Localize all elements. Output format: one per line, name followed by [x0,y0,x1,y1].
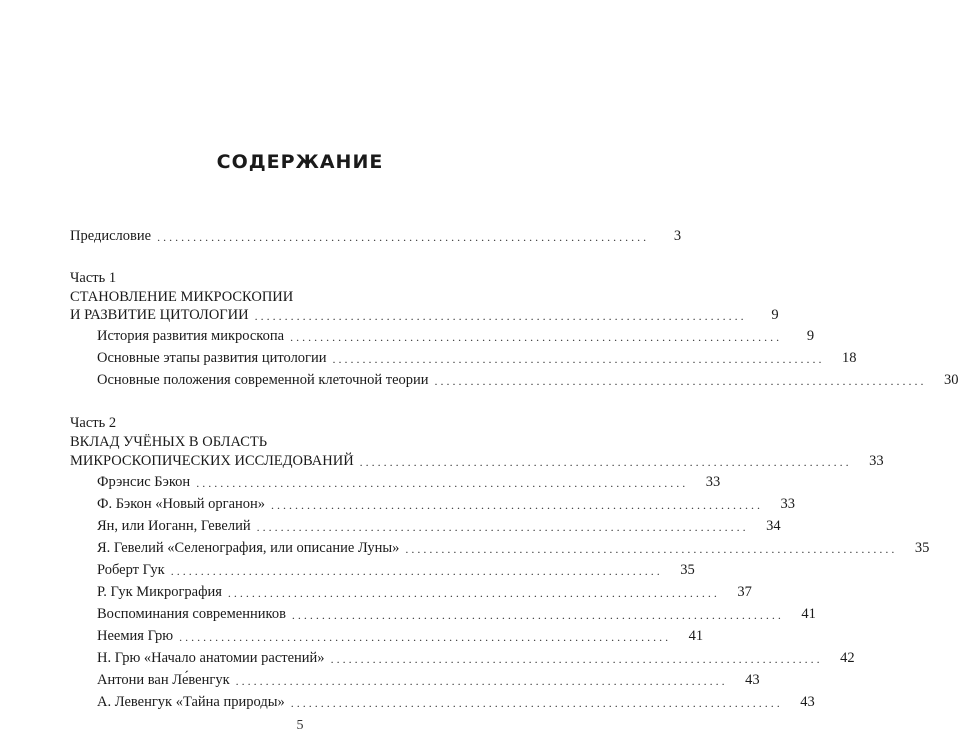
toc-entry-text: Н. Грю «Начало анатомии растений» [97,650,325,666]
toc-entry-text: Я. Гевелий «Селенография, или описание Луны» [97,540,400,556]
toc-entry-text: История развития микроскопа [97,328,285,344]
leader-dots: .................................................................................. [227,586,720,600]
toc-entry-page: 41 [688,628,704,644]
toc-entry-page: 37 [737,584,752,600]
toc-entry[interactable] [97,370,959,390]
toc-entry-page: 30 [944,372,959,388]
toc-entry[interactable] [97,648,855,668]
toc-entry-text: Роберт Гук [97,562,165,578]
toc-entry[interactable] [97,604,816,624]
toc-entry[interactable] [97,538,930,558]
leader-dots: .................................................................................. [291,608,784,622]
leader-dots: .................................................................................. [290,696,783,710]
toc-entry-page: 35 [914,540,930,556]
toc-entry[interactable] [97,326,815,346]
leader-dots: .................................................................................. [235,674,728,688]
leader-dots: .................................................................................. [254,309,747,323]
toc-entry-text: Основные положения современной клеточной теории [97,372,429,388]
leader-dots: .................................................................................. [271,498,764,512]
toc-entry-text: Ян, или Иоганн, Гевелий [97,518,251,534]
toc-entry-page: 33 [780,496,796,512]
toc-entry-page: 42 [840,650,855,666]
toc-entry-page: 43 [800,694,815,710]
toc-entry-page: 9 [806,328,815,344]
toc-entry-page: 34 [766,518,781,534]
toc-entry[interactable] [97,670,760,690]
part-heading: ВКЛАД УЧЁНЫХ В ОБЛАСТЬ [70,434,268,450]
toc-entry-text: Ф. Бэкон «Новый органон» [97,496,266,512]
leader-dots: .................................................................................. [332,352,825,366]
toc-entry-text: Р. Гук Микрография [97,584,222,600]
leader-dots: .................................................................................. [196,476,689,490]
toc-entry-page: 3 [673,228,682,244]
leader-dots: .................................................................................. [256,520,749,534]
part-heading-text: И РАЗВИТИЕ ЦИТОЛОГИИ [70,307,249,323]
toc-entry[interactable] [97,560,695,580]
part-label: Часть 2 [70,415,117,431]
leader-dots: .................................................................................. [157,230,650,244]
toc-entry-preface[interactable] [70,226,682,246]
toc-entry-page: 35 [680,562,695,578]
leader-dots: .................................................................................. [434,374,927,388]
toc-entry-text: Предисловие [70,228,152,244]
toc-entry[interactable] [97,348,857,368]
toc-entry[interactable] [97,472,721,492]
toc-entry-page: 18 [842,350,857,366]
toc-entry-page: 9 [771,307,779,323]
page-number: 5 [296,718,304,733]
leader-dots: .................................................................................. [405,542,898,556]
part-heading: СТАНОВЛЕНИЕ МИКРОСКОПИИ [70,289,294,305]
toc-entry-text: Антони ван Ле́венгук [97,672,230,688]
part-label: Часть 1 [70,270,117,286]
part-heading-text: МИКРОСКОПИЧЕСКИХ ИССЛЕДОВАНИЙ [70,453,354,469]
toc-part-heading[interactable] [70,305,779,325]
toc-entry-text: Основные этапы развития цитологии [97,350,327,366]
leader-dots: .................................................................................. [179,630,672,644]
toc-entry-page: 41 [801,606,816,622]
leader-dots: .................................................................................. [359,455,852,469]
leader-dots: .................................................................................. [170,564,663,578]
toc-entry[interactable] [97,692,815,712]
toc-entry-text: А. Левенгук «Тайна природы» [97,694,285,710]
toc-entry-text: Неемия Грю [97,628,174,644]
page-title: СОДЕРЖАНИЕ [216,151,384,173]
toc-entry[interactable] [97,516,781,536]
toc-entry[interactable] [97,582,752,602]
leader-dots: .................................................................................. [330,652,823,666]
leader-dots: .................................................................................. [290,330,783,344]
toc-entry-text: Воспоминания современников [97,606,286,622]
toc-entry-page: 43 [745,672,760,688]
toc-entry-page: 33 [869,453,884,469]
toc-entry-text: Фрэнсис Бэкон [97,474,191,490]
toc-entry-page: 33 [705,474,721,490]
toc-entry[interactable] [97,626,704,646]
toc-entry[interactable] [97,494,796,514]
toc-part-heading[interactable] [70,451,884,471]
